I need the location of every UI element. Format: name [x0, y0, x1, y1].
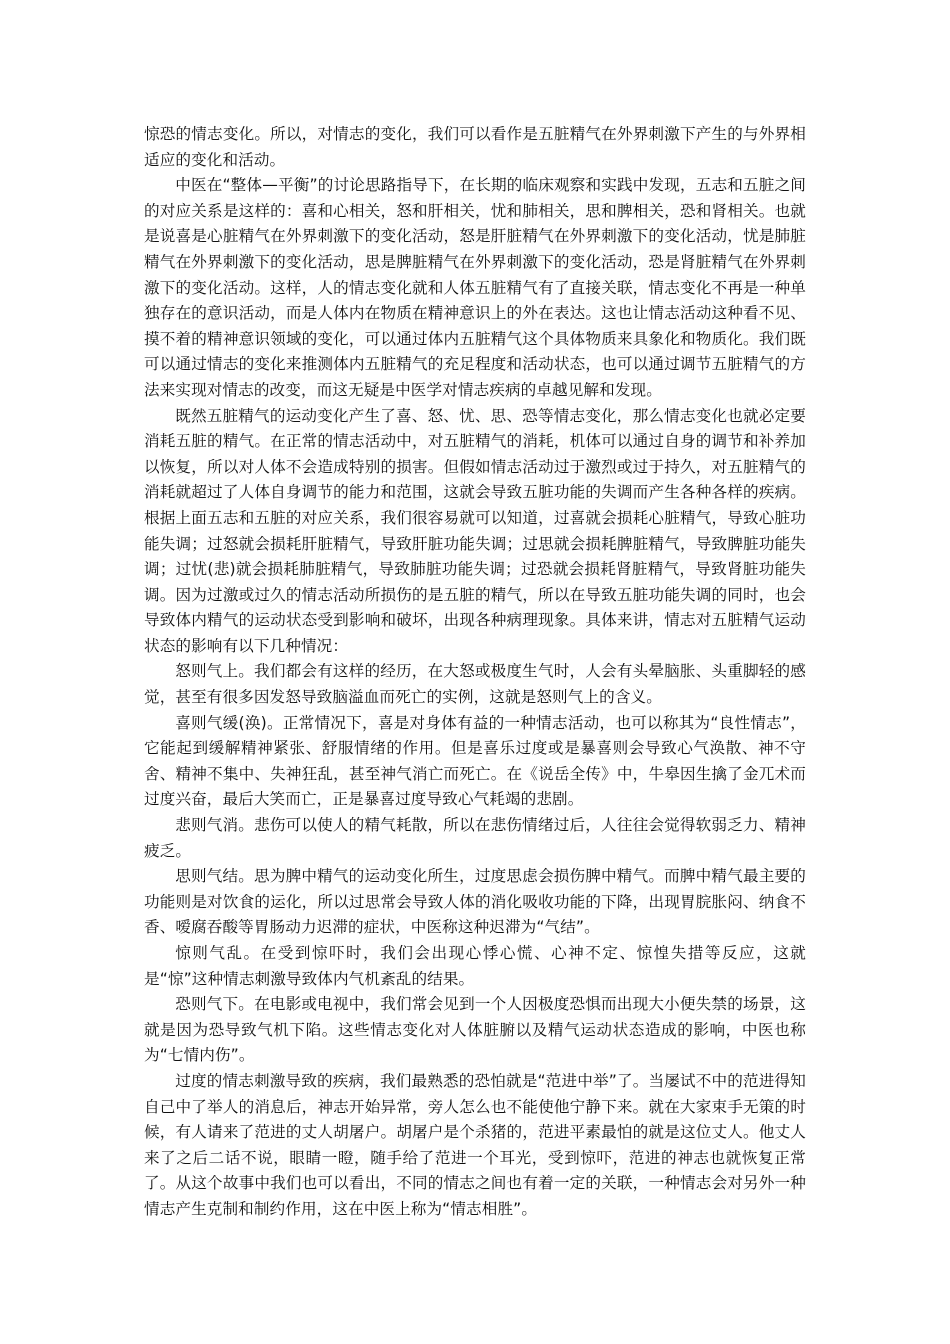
paragraph-joy: 喜则气缓(涣)。正常情况下，喜是对身体有益的一种情志活动，也可以称其为“良性情志”，它能起到缓解精神紧张、舒服情绪的作用。但是喜乐过度或是暴喜则会导致心气涣散、神不守舍、精神不集中、失神狂乱，甚至神气消亡而死亡。在《说岳全传》中，牛皋因生擒了金兀术而过度兴奋，最后大笑而亡，正是暴喜过度导致心气耗竭的悲剧。	[144, 713, 806, 809]
paragraph-thought: 思则气结。思为脾中精气的运动变化所生，过度思虑会损伤脾中精气。而脾中精气最主要的功能则是对饮食的运化，所以过思常会导致人体的消化吸收功能的下降，出现胃脘胀闷、纳食不香、嗳腐吞酸等胃肠动力迟滞的症状，中医称这种迟滞为“气结”。	[144, 867, 806, 937]
paragraph-fright: 惊则气乱。在受到惊吓时，我们会出现心悸心慌、心神不定、惊惶失措等反应，这就是“惊”这种情志刺激导致体内气机紊乱的结果。	[144, 944, 806, 988]
document-page	[144, 122, 806, 1223]
paragraph-grief: 悲则气消。悲伤可以使人的精气耗散，所以在悲伤情绪过后，人往往会觉得软弱乏力、精神疲乏。	[144, 816, 806, 860]
paragraph-five-zang-correspondence: 中医在“整体—平衡”的讨论思路指导下，在长期的临床观察和实践中发现，五志和五脏之间的对应关系是这样的：喜和心相关，怒和肝相关，忧和肺相关，思和脾相关，恐和肾相关。也就是说喜是心脏精气在外界刺激下的变化活动，怒是肝脏精气在外界刺激下的变化活动，忧是肺脏精气在外界刺激下的变化活动，思是脾脏精气在外界刺激下的变化活动，恐是肾脏精气在外界刺激下的变化活动。这样，人的情志变化就和人体五脏精气有了直接关联，情志变化不再是一种单独存在的意识活动，而是人体内在物质在精神意识上的外在表达。这也让情志活动这种看不见、摸不着的精神意识领域的变化，可以通过体内五脏精气这个具体物质来具象化和物质化。我们既可以通过情志的变化来推测体内五脏精气的充足程度和活动状态，也可以通过调节五脏精气的方法来实现对情志的改变，而这无疑是中医学对情志疾病的卓越见解和发现。	[144, 176, 806, 399]
paragraph-fan-jin-story: 过度的情志刺激导致的疾病，我们最熟悉的恐怕就是“范进中举”了。当屡试不中的范进得知自己中了举人的消息后，神志开始异常，旁人怎么也不能使他宁静下来。就在大家束手无策的时候，有人请来了范进的丈人胡屠户。胡屠户是个杀猪的，范进平素最怕的就是这位丈人。他丈人来了之后二话不说，眼睛一瞪，随手给了范进一个耳光，受到惊吓，范进的神志也就恢复正常了。从这个故事中我们也可以看出，不同的情志之间也有着一定的关联，一种情志会对另外一种情志产生克制和制约作用，这在中医上称为“情志相胜”。	[144, 1071, 806, 1218]
paragraph-anger: 怒则气上。我们都会有这样的经历，在大怒或极度生气时，人会有头晕脑胀、头重脚轻的感觉，甚至有很多因发怒导致脑溢血而死亡的实例，这就是怒则气上的含义。	[144, 662, 806, 707]
paragraph-emotion-consumption: 既然五脏精气的运动变化产生了喜、怒、忧、思、恐等情志变化，那么情志变化也就必定要消耗五脏的精气。在正常的情志活动中，对五脏精气的消耗，机体可以通过自身的调节和补养加以恢复，所以对人体不会造成特别的损害。但假如情志活动过于激烈或过于持久，对五脏精气的消耗就超过了人体自身调节的能力和范围，这就会导致五脏功能的失调而产生各种各样的疾病。根据上面五志和五脏的对应关系，我们很容易就可以知道，过喜就会损耗心脏精气，导致心脏功能失调；过怒就会损耗肝脏精气，导致肝脏功能失调；过思就会损耗脾脏精气，导致脾脏功能失调；过忧(悲)就会损耗肺脏精气，导致肺脏功能失调；过恐就会损耗肾脏精气，导致肾脏功能失调。因为过激或过久的情志活动所损伤的是五脏的精气，所以在导致五脏功能失调的同时，也会导致体内精气的运动状态受到影响和破坏，出现各种病理现象。具体来讲，情志对五脏精气运动状态的影响有以下几种情况：	[144, 406, 806, 655]
paragraph-fear: 恐则气下。在电影或电视中，我们常会见到一个人因极度恐惧而出现大小便失禁的场景，这就是因为恐导致气机下陷。这些情志变化对人体脏腑以及精气运动状态造成的影响，中医也称为“七情内伤”。	[144, 995, 806, 1065]
paragraph-continuation: 惊恐的情志变化。所以，对情志的变化，我们可以看作是五脏精气在外界刺激下产生的与外界相适应的变化和活动。	[144, 125, 806, 169]
